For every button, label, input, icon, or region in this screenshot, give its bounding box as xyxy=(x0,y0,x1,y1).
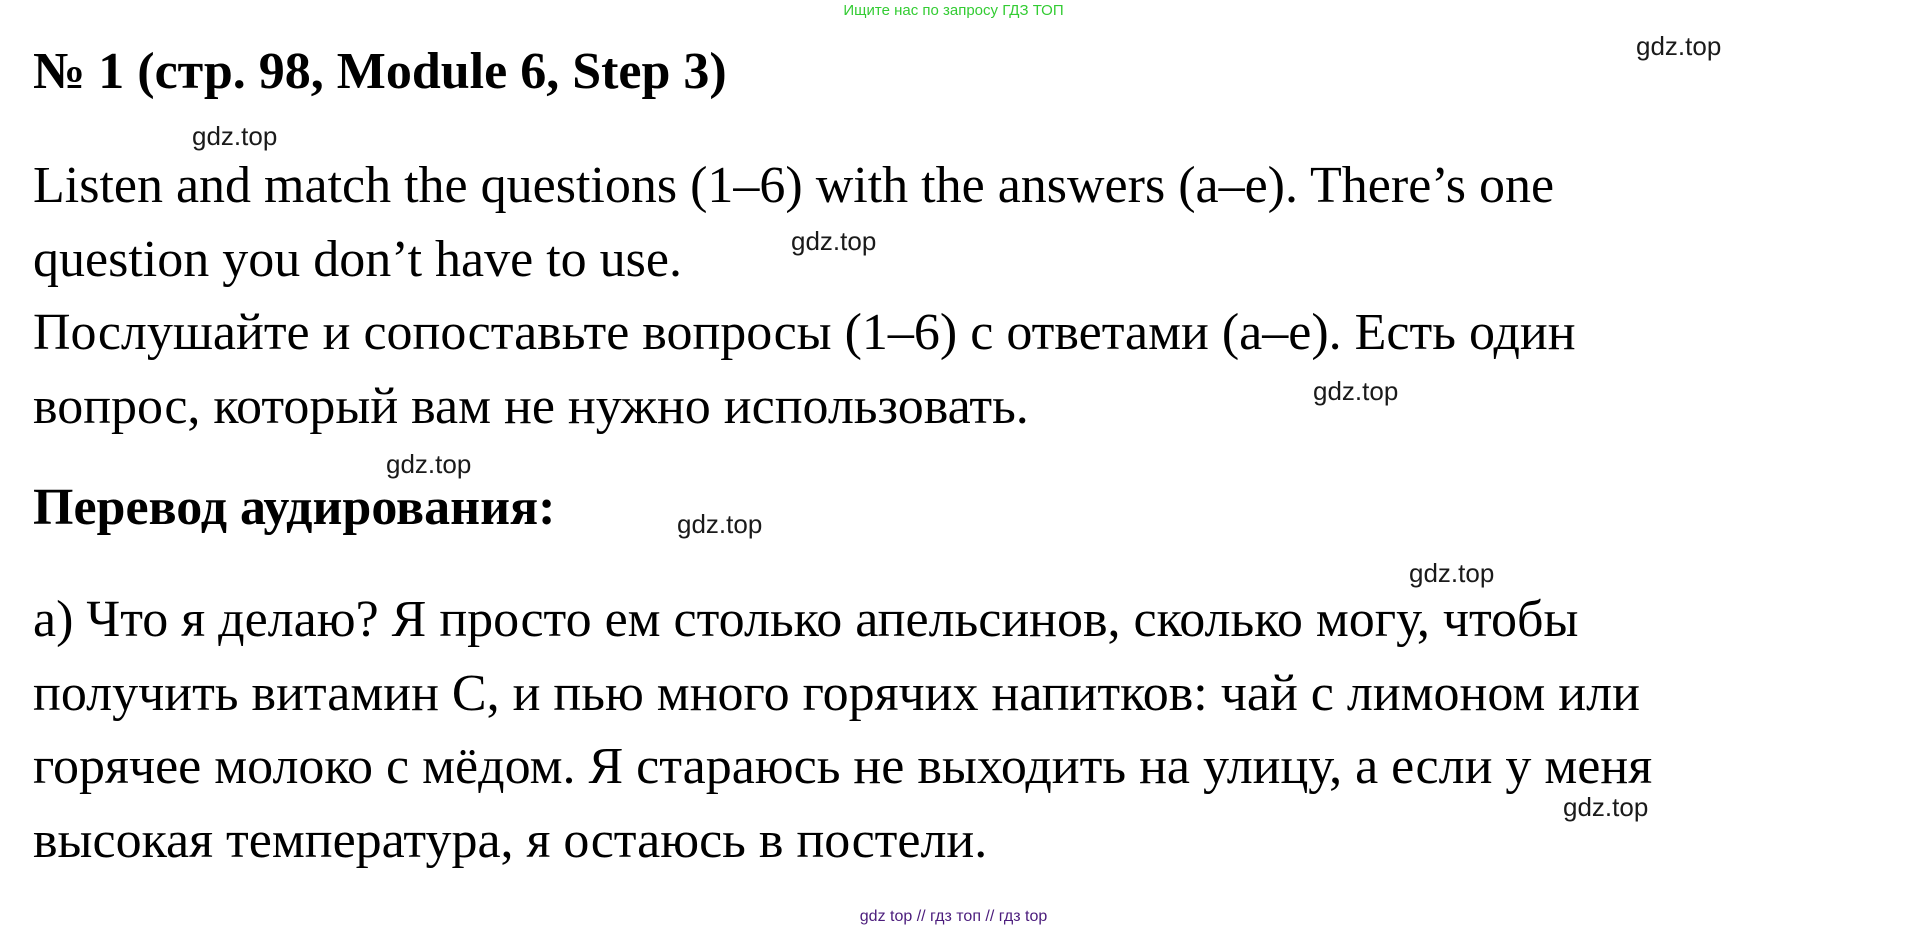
task-english-line-1: Listen and match the questions (1–6) with the answers (a–e). There’s one xyxy=(33,157,1555,214)
task-russian-line-1: Послушайте и сопоставьте вопросы (1–6) с ответами (а–е). Есть один xyxy=(33,304,1576,361)
answer-a-line-2: получить витамин С, и пью много горячих напитков: чай с лимоном или xyxy=(33,665,1640,722)
watermark: gdz.top xyxy=(1563,792,1649,822)
task-english-line-2: question you don’t have to use. xyxy=(33,231,682,288)
watermark: gdz.top xyxy=(1636,31,1722,61)
watermark: gdz.top xyxy=(791,226,877,256)
answer-a-line-4: высокая температура, я остаюсь в постели. xyxy=(33,812,988,869)
watermark: gdz.top xyxy=(1313,376,1399,406)
watermark: gdz.top xyxy=(677,509,763,539)
task-russian-line-2: вопрос, который вам не нужно использовать. xyxy=(33,378,1029,435)
page-title: № 1 (стр. 98, Module 6, Step 3) xyxy=(33,43,727,100)
watermark: gdz.top xyxy=(192,121,278,151)
watermark: gdz.top xyxy=(386,449,472,479)
footer-links[interactable]: gdz top // гдз топ // гдз top xyxy=(859,908,1048,925)
search-hint-banner: Ищите нас по запросу ГДЗ ТОП xyxy=(843,2,1064,19)
watermark: gdz.top xyxy=(1409,558,1495,588)
answer-a-line-3: горячее молоко с мёдом. Я стараюсь не выходить на улицу, а если у меня xyxy=(33,738,1653,795)
section-heading: Перевод аудирования: xyxy=(33,479,556,536)
answer-a-line-1: а) Что я делаю? Я просто ем столько апельсинов, сколько могу, чтобы xyxy=(33,591,1579,648)
